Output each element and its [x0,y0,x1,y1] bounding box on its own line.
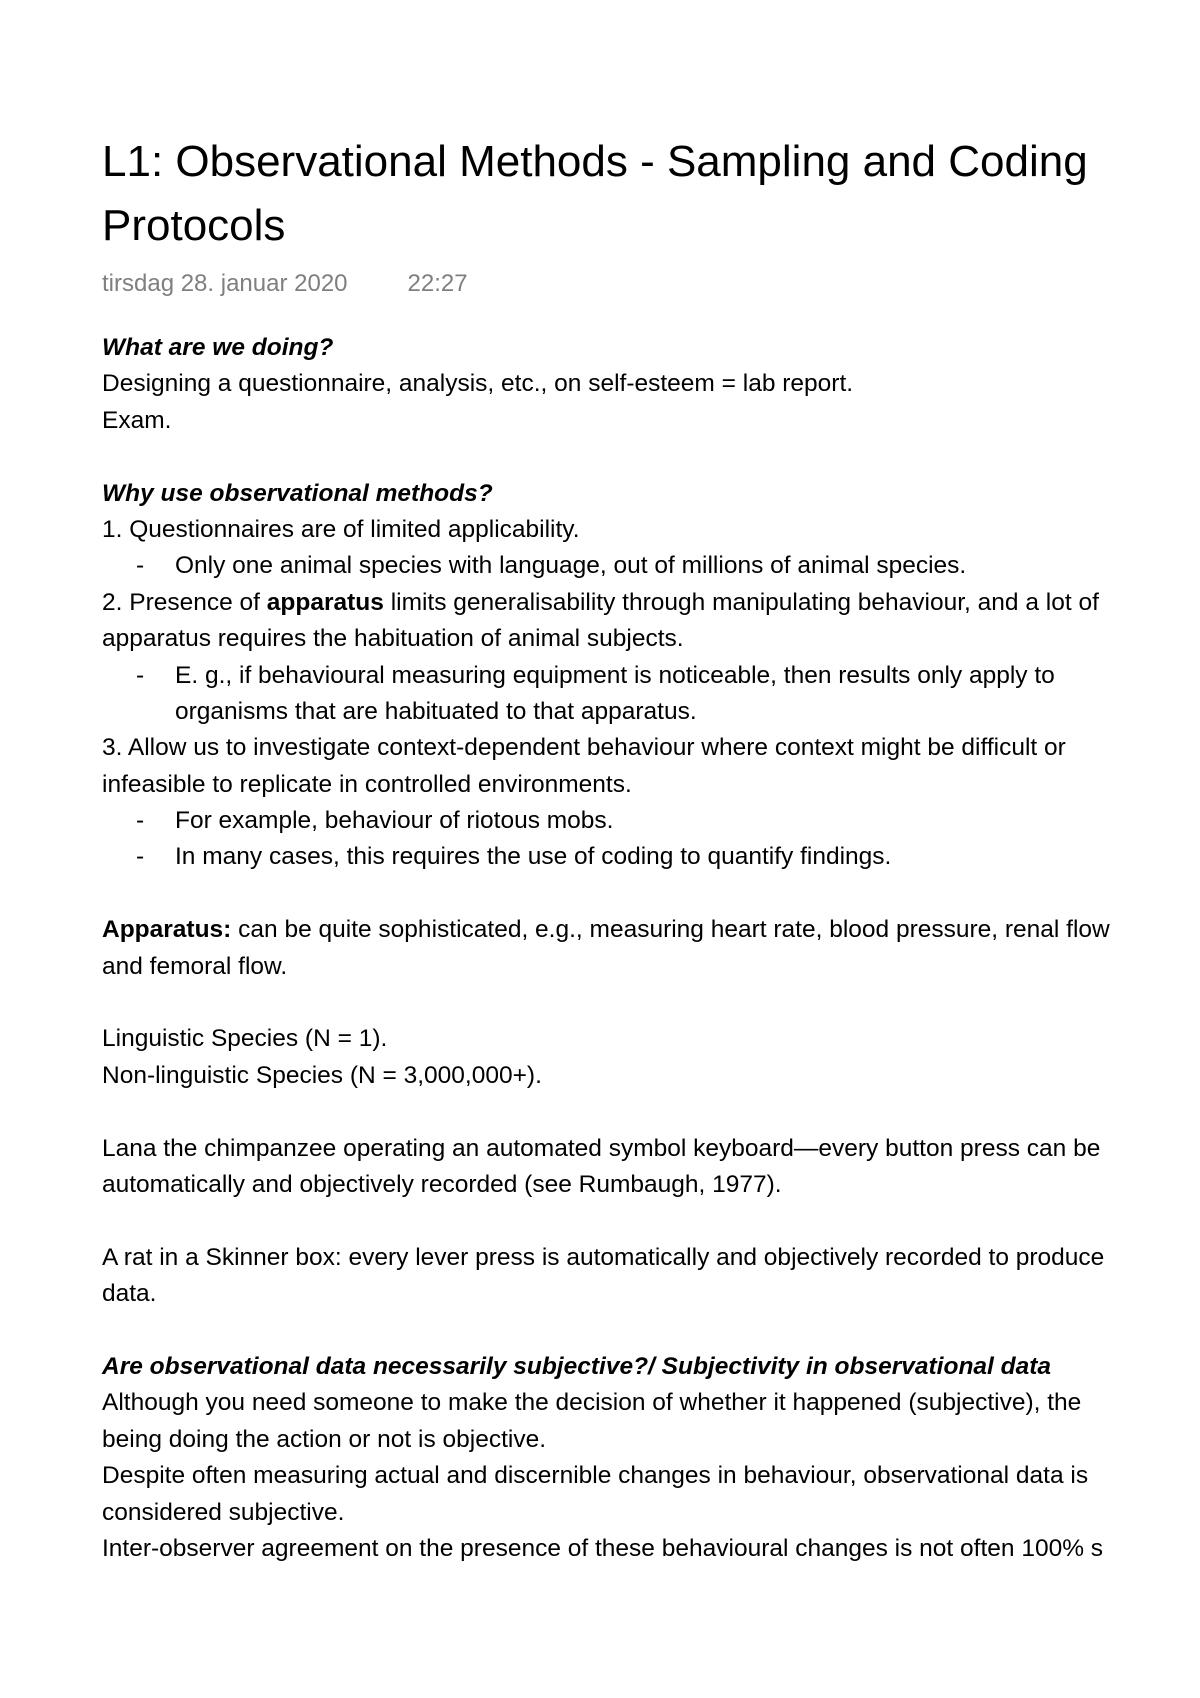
paragraph-line: Lana the chimpanzee operating an automated symbol keyboard—every button press can be [102,1134,1101,1162]
bullet-text: Only one animal species with language, out of millions of animal species. [175,552,967,580]
blank-line [102,1203,1200,1239]
text-run: 2. Presence of [102,588,267,616]
paragraph-line: Designing a questionnaire, analysis, etc., on self-esteem = lab report. [102,370,854,398]
paragraph-line [102,912,1200,948]
paragraph-line: infeasible to replicate in controlled environments. [102,770,632,798]
bold-term: Apparatus: [102,916,232,944]
page-title-continued: Protocols [102,201,286,250]
paragraph-line: A rat in a Skinner box: every lever press is automatically and objectively recorded to produce [102,1243,1105,1271]
paragraph-line: and femoral flow. [102,952,288,980]
note-content [102,130,1200,1567]
note-time: 22:27 [407,270,468,297]
paragraph-line: Exam. [102,406,172,434]
bullet-item [102,803,1200,839]
numbered-item: 3. Allow us to investigate context-dependent behaviour where context might be difficult or [102,734,1066,762]
paragraph-line: Despite often measuring actual and discernible changes in behaviour, observational data is [102,1462,1089,1490]
bullet-dash: - [136,552,145,580]
paragraph-line: considered subjective. [102,1498,345,1526]
bullet-dash: - [136,807,145,835]
blank-line [102,985,1200,1021]
paragraph-line: Linguistic Species (N = 1). [102,1025,388,1053]
text-run: can be quite sophisticated, e.g., measuring heart rate, blood pressure, renal flow [231,916,1110,944]
bullet-item [102,839,1200,875]
text-run: limits generalisability through manipulating behaviour, and a lot of [383,588,1099,616]
paragraph-line: being doing the action or not is objective. [102,1425,547,1453]
blank-line [102,439,1200,475]
bullet-text: In many cases, this requires the use of coding to quantify findings. [175,843,892,871]
bullet-text: For example, behaviour of riotous mobs. [175,807,614,835]
paragraph-line: Non-linguistic Species (N = 3,000,000+). [102,1061,542,1089]
page-title: L1: Observational Methods - Sampling and Coding [102,137,1088,186]
paragraph-line: apparatus requires the habituation of animal subjects. [102,625,684,653]
note-timestamp [102,268,1200,300]
blank-line [102,1094,1200,1130]
note-body [102,330,1200,1567]
section-heading: Why use observational methods? [102,479,493,507]
bold-term: apparatus [266,588,384,616]
blank-line [102,876,1200,912]
bullet-text: E. g., if behavioural measuring equipment is noticeable, then results only apply to [175,661,1055,689]
section-heading: What are we doing? [102,334,334,361]
bullet-dash: - [136,843,145,871]
paragraph-line: data. [102,1280,157,1308]
note-date: tirsdag 28. januar 2020 [102,270,348,297]
paragraph-line: automatically and objectively recorded (see Rumbaugh, 1977). [102,1170,782,1198]
bullet-dash: - [136,661,145,689]
bullet-item [102,658,1200,694]
paragraph-line: Inter-observer agreement on the presence of these behavioural changes is not often 100% s [102,1534,1104,1562]
blank-line [102,1313,1200,1349]
bullet-item [102,548,1200,584]
paragraph-line: Although you need someone to make the decision of whether it happened (subjective), the [102,1389,1082,1417]
numbered-item: 1. Questionnaires are of limited applicability. [102,515,580,543]
numbered-item [102,585,1200,621]
bullet-continuation: organisms that are habituated to that apparatus. [175,697,697,725]
section-heading: Are observational data necessarily subjective?/ Subjectivity in observational data [102,1352,1052,1380]
